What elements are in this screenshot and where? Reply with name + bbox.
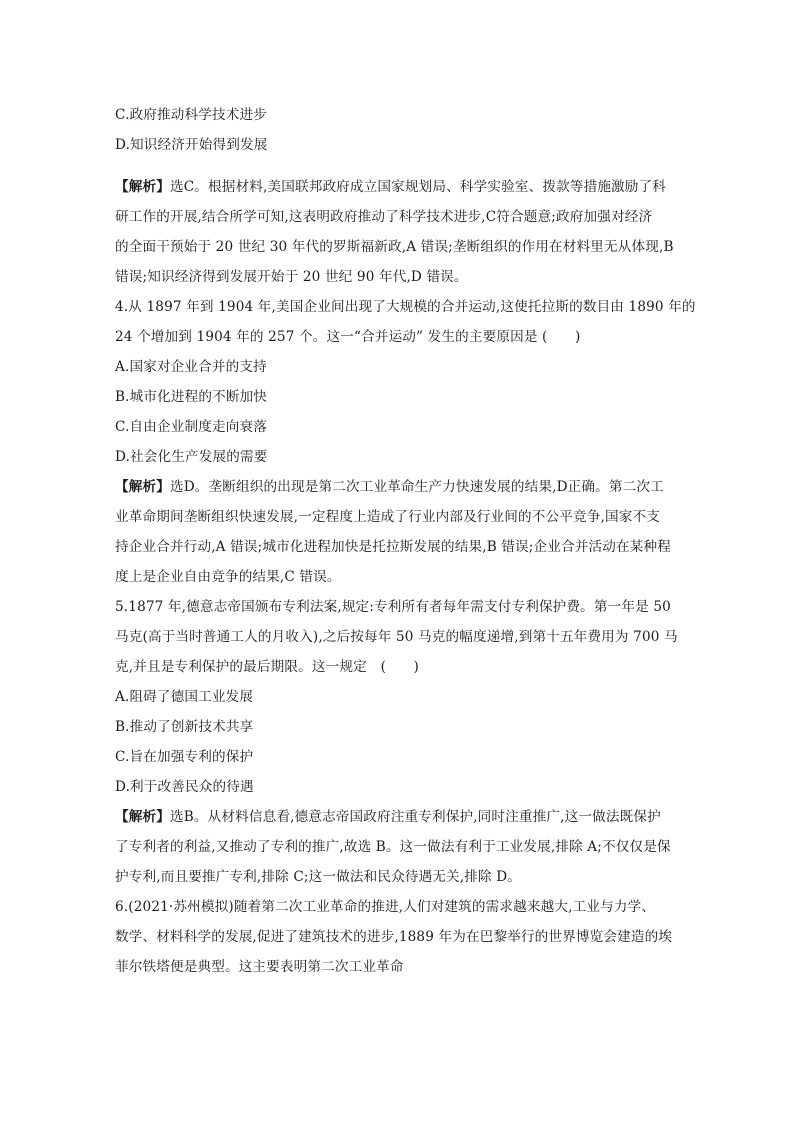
q3-option-c: C.政府推动科学技术进步 xyxy=(115,107,267,123)
q4-analysis-line-2: 业革命期间垄断组织快速发展,一定程度上造成了行业内部及行业间的不公平竞争,国家不支 xyxy=(115,509,660,525)
q5-option-c: C.旨在加强专利的保护 xyxy=(115,749,254,765)
q4-question-line-1: 4.从 1897 年到 1904 年,美国企业间出现了大规模的合并运动,这使托拉斯的数目由 1890 年的 xyxy=(115,299,696,315)
q3-analysis-line-2: 研工作的开展,结合所学可知,这表明政府推动了科学技术进步,C符合题意;政府加强对经济 xyxy=(115,209,653,225)
q6-question-line-2: 数学、材料科学的发展,促进了建筑技术的进步,1889 年为在巴黎举行的世界博览会建造的埃 xyxy=(115,929,673,945)
q4-question-line-2: 24 个增加到 1904 年的 257 个。这一“合并运动” 发生的主要原因是 ( ) xyxy=(115,329,581,345)
q5-analysis-text: 选B。从材料信息看,德意志帝国政府注重专利保护,同时注重推广,这一做法既保护 xyxy=(169,809,661,825)
q6-question-line-3: 菲尔铁塔便是典型。这主要表明第二次工业革命 xyxy=(115,959,404,975)
q4-option-c: C.自由企业制度走向衰落 xyxy=(115,419,267,435)
q5-option-d: D.利于改善民众的待遇 xyxy=(115,779,254,795)
q3-analysis-line-3: 的全面干预始于 20 世纪 30 年代的罗斯福新政,A 错误;垄断组织的作用在材料里无从体现,B xyxy=(115,239,674,255)
document-page xyxy=(115,100,696,982)
q3-analysis-line-4: 错误;知识经济得到发展开始于 20 世纪 90 年代,D 错误。 xyxy=(115,269,468,285)
q3-option-d: D.知识经济开始得到发展 xyxy=(115,137,268,153)
q4-option-b: B.城市化进程的不断加快 xyxy=(115,389,268,405)
spacer xyxy=(115,160,685,172)
q5-question-line-1: 5.1877 年,德意志帝国颁布专利法案,规定:专利所有者每年需支付专利保护费。第一年是 50 xyxy=(115,599,671,615)
q5-question-line-2: 马克(高于当时普通工人的月收入),之后按每年 50 马克的幅度递增,到第十五年费用为 700 马 xyxy=(115,629,678,645)
q3-analysis-line-1 xyxy=(115,172,685,202)
analysis-tag: 【解析】 xyxy=(115,809,170,825)
q4-option-a: A.国家对企业合并的支持 xyxy=(115,359,267,375)
q4-analysis-line-4: 度上是企业自由竞争的结果,C 错误。 xyxy=(115,569,341,585)
q3-analysis-text: 选C。根据材料,美国联邦政府成立国家规划局、科学实验室、拨款等措施激励了科 xyxy=(169,179,667,195)
analysis-tag: 【解析】 xyxy=(115,479,170,495)
q4-analysis-line-3: 持企业合并行动,A 错误;城市化进程加快是托拉斯发展的结果,B 错误;企业合并活动在某种程 xyxy=(115,539,671,555)
q4-analysis-text: 选D。垄断组织的出现是第二次工业革命生产力快速发展的结果,D正确。第二次工 xyxy=(169,479,664,495)
q5-option-b: B.推动了创新技术共享 xyxy=(115,719,254,735)
analysis-tag: 【解析】 xyxy=(115,179,170,195)
q5-analysis-line-2: 了专利者的利益,又推动了专利的推广,故选 B。这一做法有利于工业发展,排除 A;不仅仅是保 xyxy=(115,839,671,855)
q5-option-a: A.阻碍了德国工业发展 xyxy=(115,689,254,705)
q6-question-line-1: 6.(2021·苏州模拟)随着第二次工业革命的推进,人们对建筑的需求越来越大,工业与力学、 xyxy=(115,899,656,915)
q5-question-line-3: 克,并且是专利保护的最后期限。这一规定 ( ) xyxy=(115,659,419,675)
q4-analysis-line-1 xyxy=(115,472,685,502)
q5-analysis-line-3: 护专利,而且要推广专利,排除 C;这一做法和民众待遇无关,排除 D。 xyxy=(115,869,522,885)
q5-analysis-line-1 xyxy=(115,802,685,832)
q4-option-d: D.社会化生产发展的需要 xyxy=(115,449,268,465)
